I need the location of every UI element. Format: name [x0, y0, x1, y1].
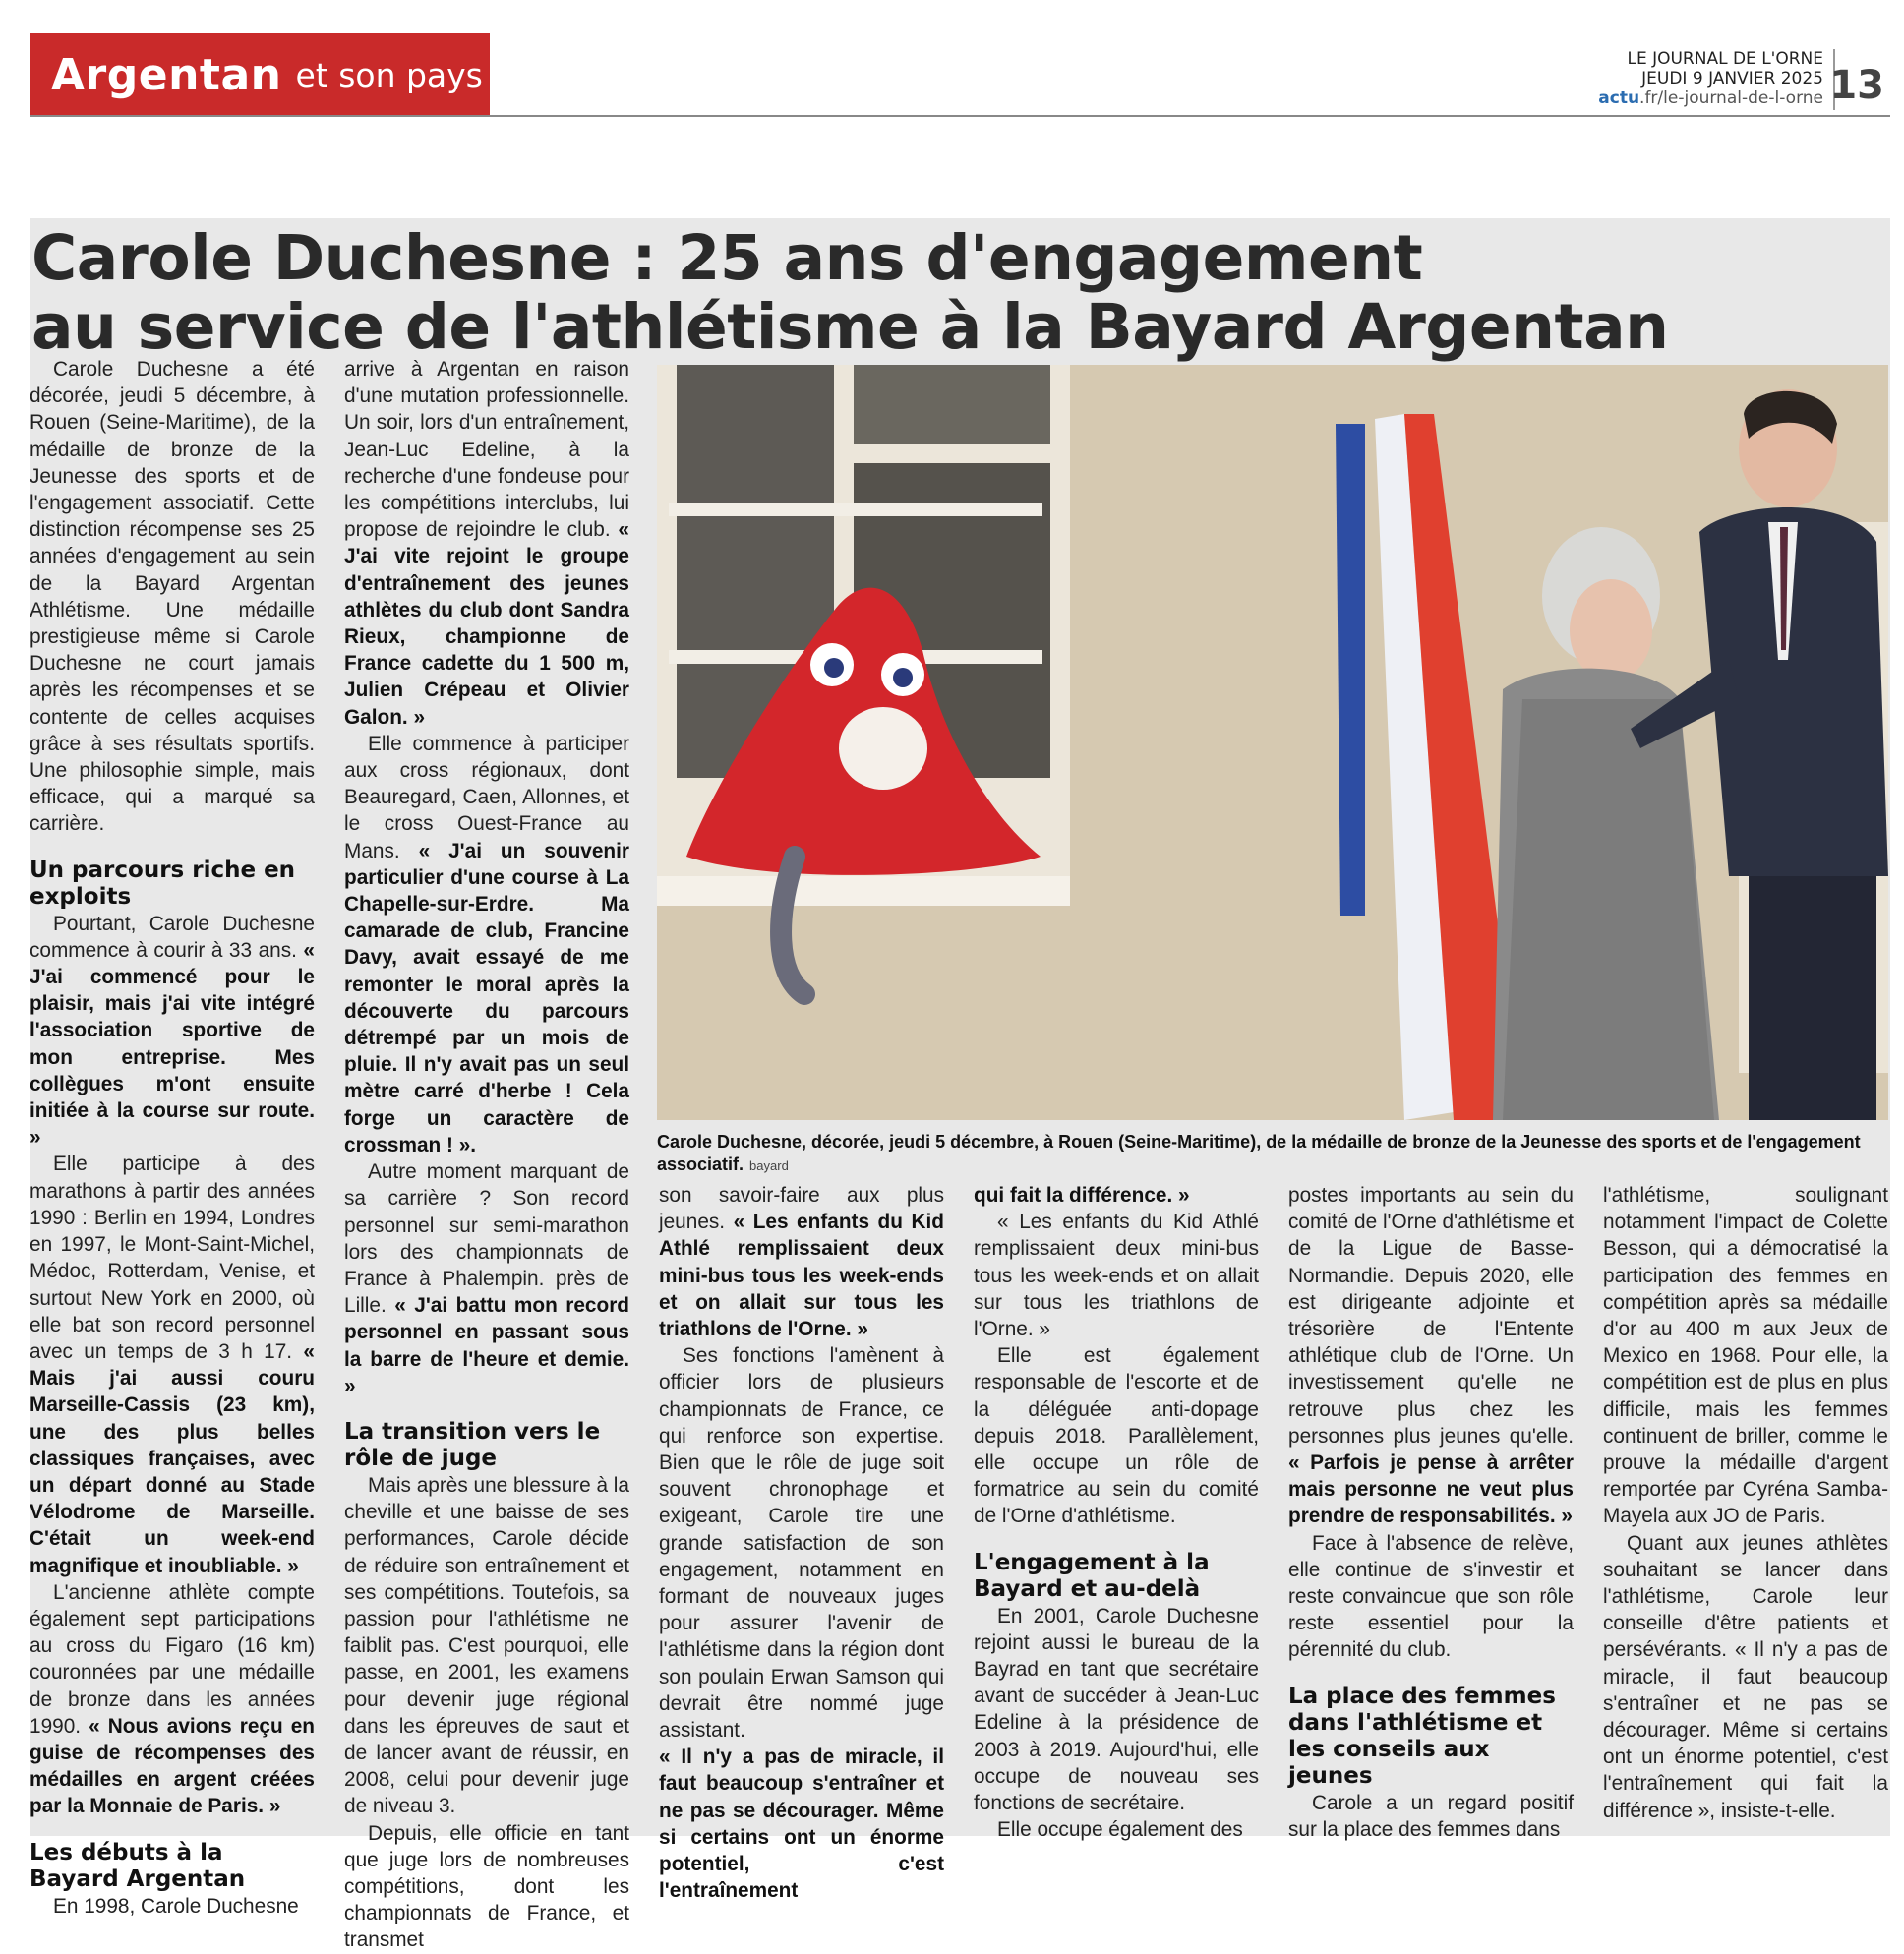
subheading: Les débuts à la Bayard Argentan — [30, 1839, 246, 1892]
rubric-sub: et son pays — [295, 55, 483, 94]
paragraph: Carole Duchesne a été décorée, jeudi 5 décembre, à Rouen (Seine-Maritime), de la médaille de bronze de la Jeunesse des sports et de l'engagement associatif. Cette distinction récompense ses 25 années d'engagement au sein de la Bayard Argentan Athlétisme. Une médaille prestigieuse même si Carole Duchesne ne court jamais après les récompenses et se contente de celles acquises grâce à ses résultats sportifs. Une philosophie simple, mais efficace, qui a marqué sa carrière. — [30, 358, 315, 836]
article-column-3 — [659, 1182, 944, 1903]
paragraph: Face à l'absence de relève, elle continue de s'investir et reste convaincue que son rôle reste essentiel pour la pérennité du club. — [1288, 1531, 1574, 1662]
article-column-6 — [1603, 1182, 1888, 1831]
page-number: 13 — [1829, 63, 1884, 108]
paragraph: Elle participe à des marathons à partir des années 1990 : Berlin en 1994, Londres en 1997, le Mont-Saint-Michel, Médoc, Rotterdam, Venise, et surtout New York en 2000, où elle bat son record personnel avec un temps de 3 h 17. « Mais j'ai aussi couru Marseille-Cassis (23 km), une des plus belles classiques françaises, avec un départ donné au Stade Vélodrome de Marseille. C'était un week-end magnifique et inoubliable. » — [30, 1153, 315, 1577]
subheading: La place des femmes dans l'athlétisme et les conseils aux jeunes — [1288, 1683, 1556, 1789]
article-photo — [657, 365, 1888, 1120]
paragraph: Ses fonctions l'amènent à officier lors de plusieurs championnats de France, ce qui renforce son expertise. Bien que le rôle de juge soit souvent chronophage et exigeant, Carole tire une grande satisfaction de son engagement, notamment en formant de nouveaux juges pour assurer l'avenir de l'athlétisme dans la région dont son poulain Erwan Samson qui devrait être nommé juge assistant. — [659, 1344, 944, 1743]
paragraph: Pourtant, Carole Duchesne commence à courir à 33 ans. « J'ai commencé pour le plaisir, mais j'ai vite intégré l'association sportive de mon entreprise. Mes collègues m'ont ensuite initiée à la course sur route. » — [30, 912, 315, 1150]
paragraph: Elle commence à participer aux cross régionaux, dont Beauregard, Caen, Allonnes, et le cross Ouest-France au Mans. « J'ai un souvenir particulier d'une course à La Chapelle-sur-Erdre. Ma camarade de club, Francine Davy, avait essayé de me remonter le moral après la découverte du parcours détrempé par un mois de pluie. Il n'y avait pas un seul mètre carré d'herbe ! Cela forge un caractère de crossman ! ». — [344, 732, 629, 1156]
paragraph: Elle occupe également des — [997, 1818, 1243, 1842]
header-rule — [30, 115, 1890, 117]
paragraph: son savoir-faire aux plus jeunes. « Les enfants du Kid Athlé remplissaient deux mini-bus tous les week-ends et on allait sur tous les triathlons de l'Orne. » — [659, 1184, 944, 1341]
headline-line-2: au service de l'athlétisme à la Bayard Argentan — [31, 291, 1669, 363]
paragraph: l'athlétisme, soulignant notamment l'impact de Colette Besson, qui a démocratisé la participation des femmes en compétition après sa médaille d'or au 400 m aux Jeux de Mexico en 1968. Pour elle, la compétition est de plus en plus difficile, mais les femmes continuent de briller, comme le prouve la médaille d'argent remportée par Cyréna Samba-Mayela aux JO de Paris. — [1603, 1184, 1888, 1528]
paragraph: En 2001, Carole Duchesne rejoint aussi le bureau de la Bayrad en tant que secrétaire avant de succéder à Jean-Luc Edeline à la présidence de 2003 à 2019. Aujourd'hui, elle occupe de nouveau ses fonctions de secrétaire. — [974, 1604, 1259, 1815]
site-link[interactable]: actu.fr/le-journal-de-l-orne — [1598, 89, 1823, 108]
paragraph: En 1998, Carole Duchesne — [53, 1894, 299, 1918]
subheading: L'engagement à la Bayard et au-delà — [974, 1549, 1210, 1602]
paragraph: Autre moment marquant de sa carrière ? Son record personnel sur semi-marathon lors des championnats de France à Phalempin. près de Lille. « J'ai battu mon record personnel en passant sous la barre de l'heure et demie. » — [344, 1160, 629, 1397]
paragraph: postes importants au sein du comité de l'Orne d'athlétisme et de la Ligue de Basse-Normandie. Depuis 2020, elle est dirigeante adjointe et trésorière de l'Entente athlétique club de l'Orne. Un investissement qu'elle ne retrouve plus chez les personnes plus jeunes qu'elle. « Parfois je pense à arrêter mais personne ne veut plus prendre de responsabilités. » — [1288, 1184, 1574, 1528]
paragraph: Quant aux jeunes athlètes souhaitant se lancer dans l'athlétisme, Carole leur conseille d'être patients et persévérants. « Il n'y a pas de miracle, il faut beaucoup s'entraîner et ne pas se décourager. Même si certains ont un énorme potentiel, c'est l'entraînement qui fait la différence », insiste-t-elle. — [1603, 1531, 1888, 1822]
article-column-2 — [344, 356, 629, 1952]
masthead-info — [1598, 49, 1823, 108]
article — [30, 218, 1890, 1952]
paragraph: Carole a un regard positif sur la place des femmes dans — [1288, 1791, 1574, 1841]
newspaper-name: LE JOURNAL DE L'ORNE — [1627, 49, 1823, 69]
paragraph: L'ancienne athlète compte également sept participations au cross du Figaro (16 km) couronnées par une médaille de bronze dans les années 1990. « Nous avions reçu en guise de récompenses des médailles en argent créées par la Monnaie de Paris. » — [30, 1580, 315, 1818]
paragraph: Mais après une blessure à la cheville et une baisse de ses performances, Carole décide de réduire son entraînement et ses compétitions. Toutefois, sa passion pour l'athlétisme ne faiblit pas. C'est pourquoi, elle passe, en 2001, les examens pour devenir juge régional dans les épreuves de saut et de lancer avant de réussir, en 2008, celui pour devenir juge de niveau 3. — [344, 1473, 629, 1818]
ceremony-photo-illustration — [657, 365, 1888, 1120]
photo-credit: bayard — [749, 1158, 789, 1173]
photo-caption: Carole Duchesne, décorée, jeudi 5 décembre, à Rouen (Seine-Maritime), de la médaille de bronze de la Jeunesse des sports et de l'engagement associatif. bayard — [657, 1132, 1861, 1174]
headline-line-1: Carole Duchesne : 25 ans d'engagement — [31, 222, 1423, 294]
subheading: Un parcours riche en exploits — [30, 857, 296, 910]
article-column-1 — [30, 356, 315, 1918]
paragraph: « Il n'y a pas de miracle, il faut beaucoup s'entraîner et ne pas se décourager. Même si certains ont un énorme potentiel, c'est l'entraînement — [659, 1746, 944, 1903]
paragraph: qui fait la différence. » — [974, 1184, 1190, 1207]
rubric-main: Argentan — [51, 49, 282, 100]
section-rubric — [30, 33, 490, 116]
paragraph: Depuis, elle officie en tant que juge lors de nombreuses compétitions, dont les championnats de France, et transmet — [344, 1821, 629, 1952]
paragraph: arrive à Argentan en raison d'une mutation professionnelle. Un soir, lors d'un entraînement, Jean-Luc Edeline, à la recherche d'une fondeuse pour les compétitions interclubs, lui propose de rejoindre le club. « J'ai vite rejoint le groupe d'entraînement des jeunes athlètes du club dont Sandra Rieux, championne de France cadette du 1 500 m, Julien Crépeau et Olivier Galon. » — [344, 358, 629, 729]
issue-date: JEUDI 9 JANVIER 2025 — [1641, 69, 1823, 89]
headline — [31, 224, 1880, 362]
paragraph: « Les enfants du Kid Athlé remplissaient deux mini-bus tous les week-ends et on allait sur tous les triathlons de l'Orne. » — [974, 1211, 1259, 1341]
article-column-4 — [974, 1182, 1259, 1842]
paragraph: Elle est également responsable de l'escorte et de la déléguée anti-dopage depuis 2018. Parallèlement, elle occupe un rôle de formatrice au sein du comité de l'Orne d'athlétisme. — [974, 1344, 1259, 1528]
subheading: La transition vers le rôle de juge — [344, 1418, 601, 1471]
article-column-5 — [1288, 1182, 1574, 1841]
